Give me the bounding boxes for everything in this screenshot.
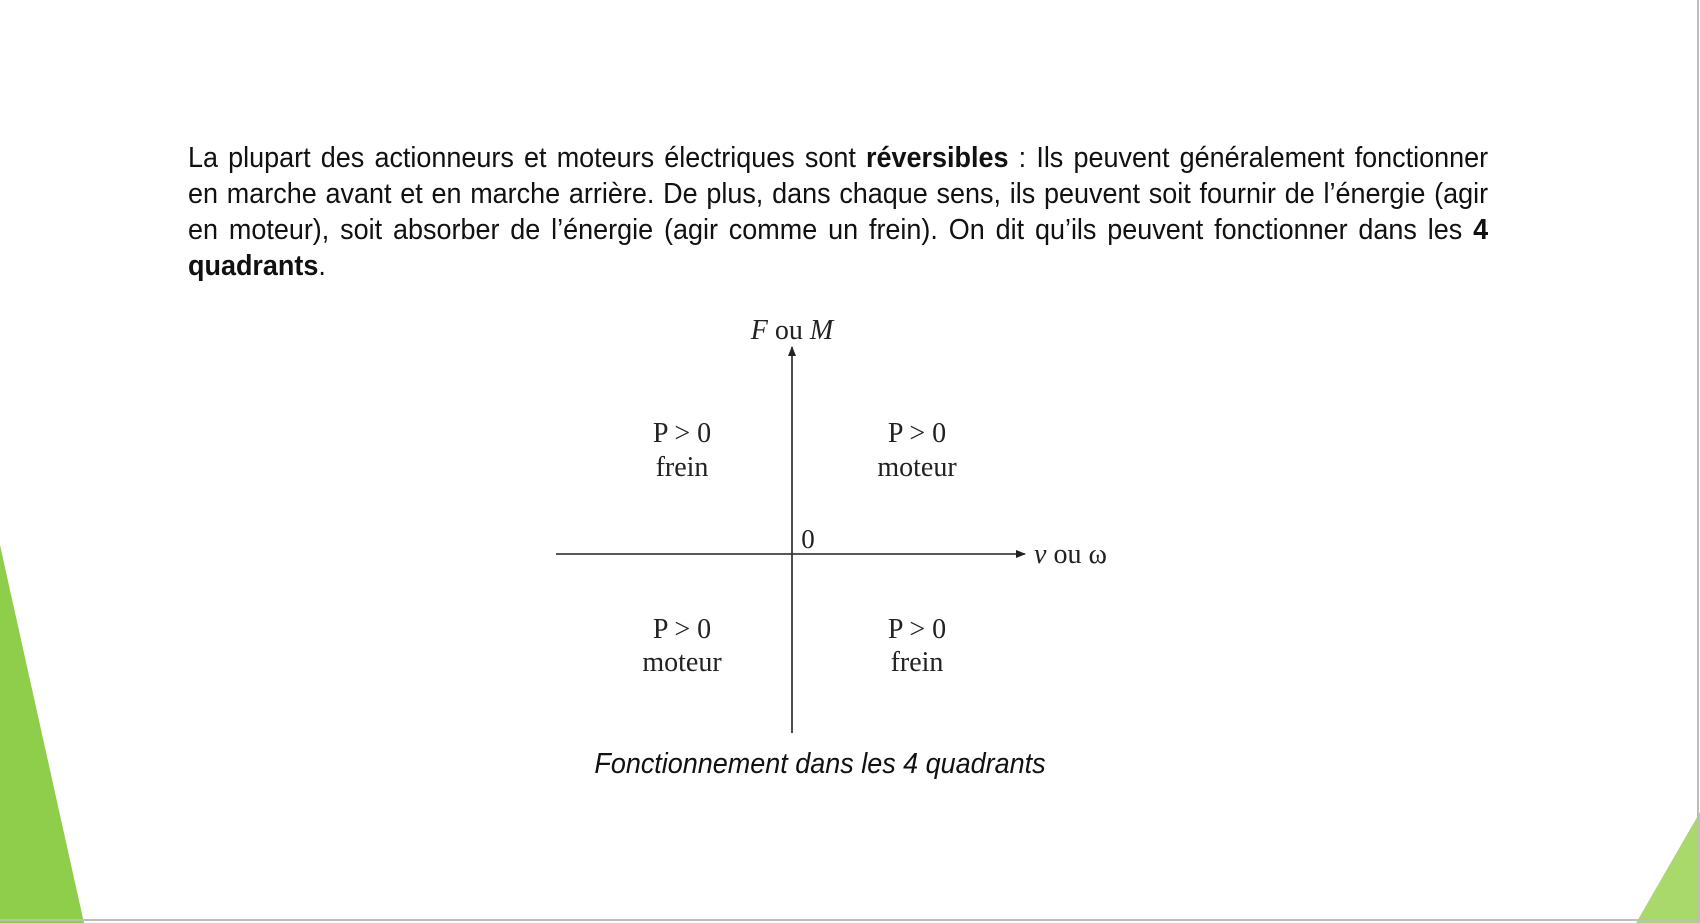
quadrant-top-right-mode: moteur xyxy=(877,452,957,483)
y-axis-label-var-m: M xyxy=(809,315,834,346)
quadrant-bottom-left-power: P > 0 xyxy=(652,614,712,645)
figure-caption: Fonctionnement dans les 4 quadrants xyxy=(594,748,1046,780)
paragraph-text-1: La plupart des actionneurs et moteurs électriques sont xyxy=(188,142,867,174)
quadrant-bottom-right-mode: frein xyxy=(890,647,944,678)
paragraph-bold-quadrants: 4 quadrants xyxy=(188,214,1489,282)
quadrant-bottom-left-mode: moteur xyxy=(642,647,722,678)
y-axis-label-ou: ou xyxy=(767,315,810,346)
quadrant-top-left-mode: frein xyxy=(655,452,709,483)
paragraph-bold-reversibles: réversibles xyxy=(866,142,1009,174)
x-axis-label-ou-omega: ou ω xyxy=(1046,539,1107,570)
y-axis-label-var-f: F xyxy=(750,315,768,346)
x-axis-label-var-v: v xyxy=(1034,539,1047,570)
quadrant-top-right-power: P > 0 xyxy=(887,418,947,449)
x-axis-label xyxy=(1034,539,1107,570)
origin-label: 0 xyxy=(801,524,815,554)
y-axis-label xyxy=(750,315,835,346)
quadrant-bottom-right-power: P > 0 xyxy=(887,614,947,645)
paragraph-text-3: . xyxy=(318,250,326,282)
quadrant-top-left-power: P > 0 xyxy=(652,418,712,449)
paragraph-text-2: : Ils peuvent généralement fonctionner en marche avant et en marche arrière. De plus, dans chaque sens, ils peuvent soit fournir de l’énergie (agir en moteur), soit absorber de l’énergie (agir comme un frein). On dit qu’ils peuvent fonctionner dans les xyxy=(188,142,1489,246)
